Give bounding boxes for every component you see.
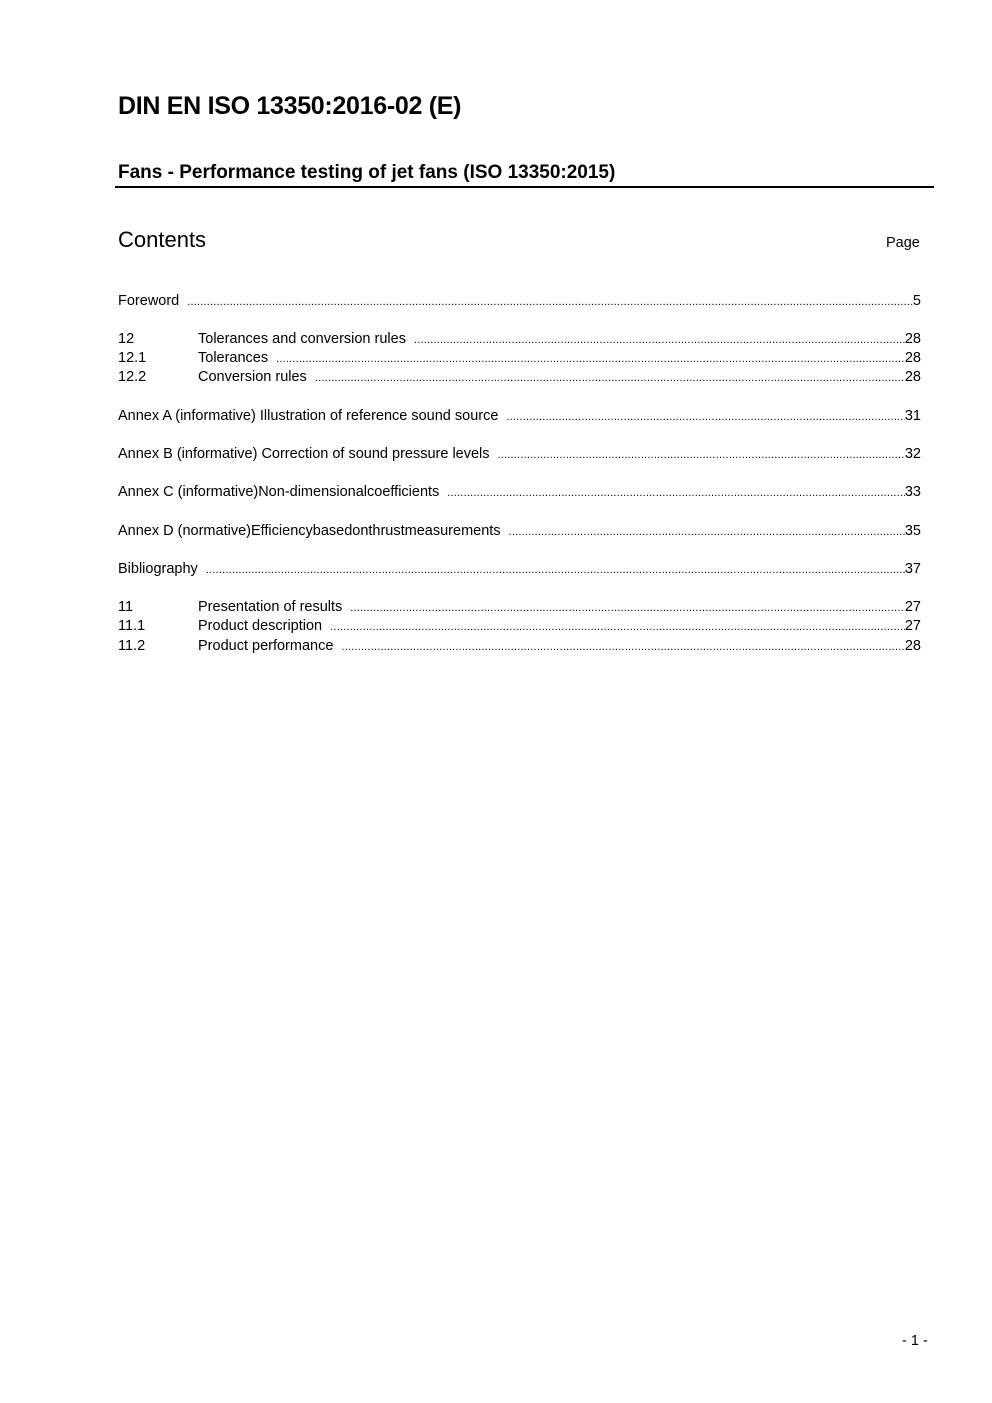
toc-dot-leader	[447, 484, 905, 503]
toc-dot-leader	[187, 293, 913, 312]
toc-entry-page: 32	[904, 446, 921, 462]
toc-entry-page: 27	[904, 599, 921, 615]
toc-entry-page: 28	[904, 331, 921, 347]
toc-entry-label: Conversion rules	[198, 369, 307, 385]
toc-entry-number: 12.1	[118, 350, 147, 366]
toc-entry-11[interactable]	[118, 598, 921, 617]
toc-dot-leader	[330, 618, 905, 637]
title-underline-rule	[115, 186, 934, 188]
toc-entry-label: Bibliography	[118, 561, 198, 577]
document-subtitle: Fans - Performance testing of jet fans (ISO 13350:2015)	[118, 162, 616, 183]
toc-dot-leader	[506, 408, 904, 427]
toc-entry-page: 28	[904, 350, 921, 366]
toc-dot-leader	[350, 599, 905, 618]
toc-entry-annex-d[interactable]	[118, 522, 921, 541]
toc-entry-bibliography[interactable]	[118, 560, 921, 579]
toc-entry-number: 11	[118, 599, 134, 615]
toc-entry-12[interactable]	[118, 330, 921, 349]
toc-entry-label: Product performance	[198, 638, 334, 654]
page-column-heading: Page	[886, 235, 920, 251]
toc-entry-page: 28	[904, 638, 921, 654]
toc-dot-leader	[498, 446, 905, 465]
toc-entry-page: 5	[912, 293, 921, 309]
toc-entry-page: 37	[904, 561, 921, 577]
toc-entry-page: 27	[904, 618, 921, 634]
toc-dot-leader	[276, 350, 905, 369]
toc-entry-11-2[interactable]	[118, 637, 921, 656]
toc-entry-page: 31	[904, 408, 921, 424]
contents-heading: Contents	[118, 227, 207, 252]
toc-entry-label: Tolerances and conversion rules	[198, 331, 406, 347]
toc-dot-leader	[206, 561, 905, 580]
toc-entry-12-2[interactable]	[118, 368, 921, 387]
toc-entry-page: 35	[904, 523, 921, 539]
toc-dot-leader	[414, 331, 905, 350]
toc-entry-label: Annex B (informative) Correction of sound pressure levels	[118, 446, 490, 462]
toc-dot-leader	[341, 638, 904, 657]
toc-entry-number: 12.2	[118, 369, 147, 385]
toc-entry-number: 11.1	[118, 618, 146, 634]
toc-entry-12-1[interactable]	[118, 349, 921, 368]
toc-entry-label: Foreword	[118, 293, 180, 309]
toc-entry-number: 11.2	[118, 638, 146, 654]
toc-entry-annex-c[interactable]	[118, 483, 921, 502]
toc-entry-label: Product description	[198, 618, 323, 634]
toc-entry-foreword[interactable]	[118, 292, 921, 311]
toc-entry-label: Tolerances	[198, 350, 269, 366]
toc-dot-leader	[509, 523, 905, 542]
toc-entry-page: 33	[904, 484, 921, 500]
toc-entry-annex-a[interactable]	[118, 407, 921, 426]
toc-entry-11-1[interactable]	[118, 617, 921, 636]
toc-entry-label: Annex D (normative)Efficiencybasedonthrustmeasurements	[118, 523, 501, 539]
toc-entry-label: Annex C (informative)Non-dimensionalcoefficients	[118, 484, 440, 500]
toc-dot-leader	[315, 369, 905, 388]
document-title: DIN EN ISO 13350:2016-02 (E)	[118, 92, 462, 120]
page-number-footer: - 1 -	[902, 1333, 928, 1349]
toc-entry-label: Presentation of results	[198, 599, 343, 615]
toc-entry-label: Annex A (informative) Illustration of reference sound source	[118, 408, 499, 424]
toc-entry-page: 28	[904, 369, 921, 385]
toc-entry-number: 12	[118, 331, 135, 347]
toc-entry-annex-b[interactable]	[118, 445, 921, 464]
